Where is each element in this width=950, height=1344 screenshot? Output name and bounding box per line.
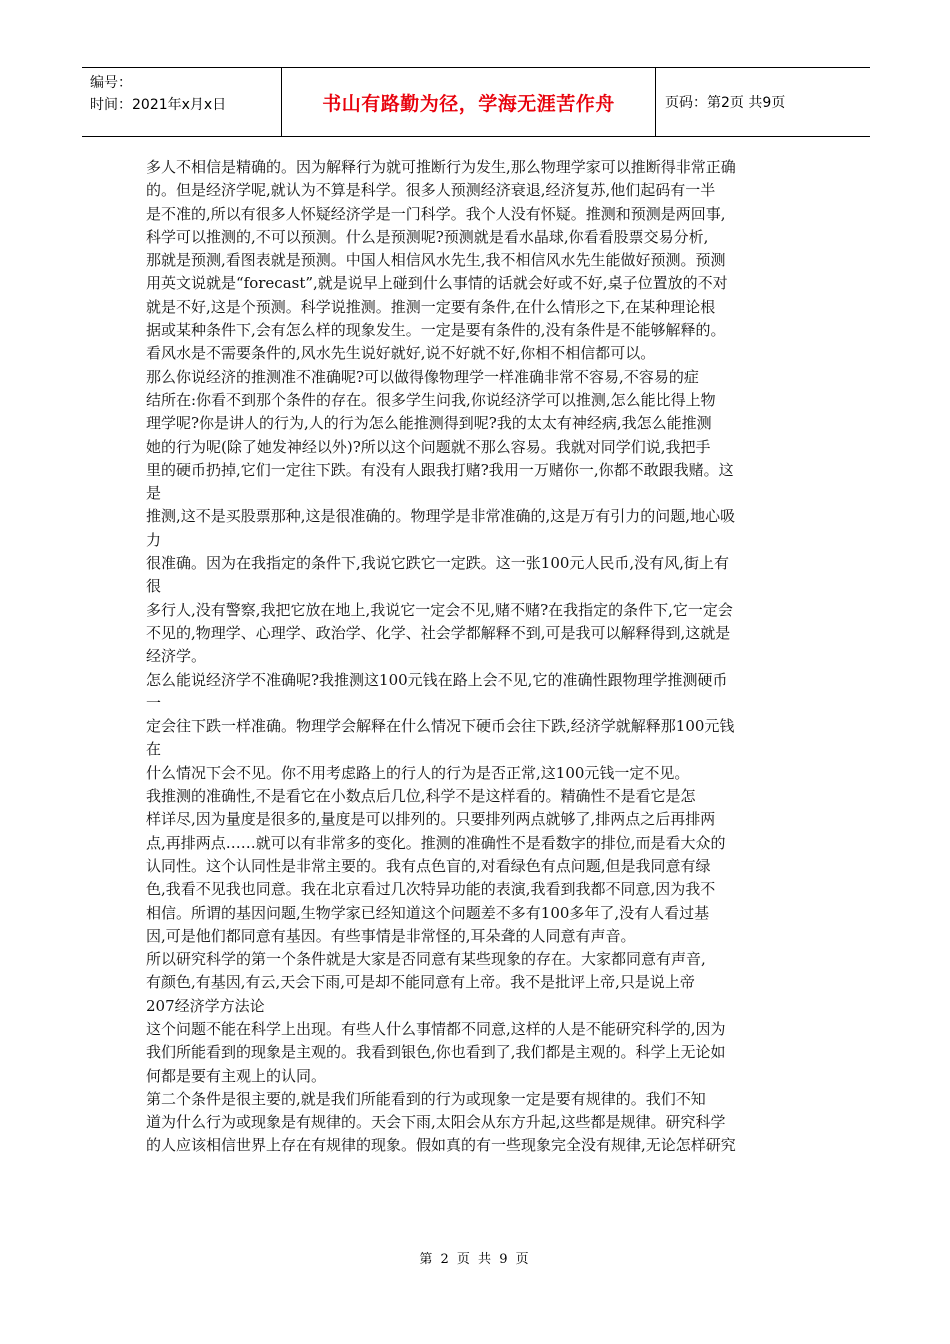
document-body	[146, 156, 816, 1158]
body-line: 推测,这不是买股票那种,这是很准确的。物理学是非常准确的,这是万有引力的问题,地心吸	[146, 507, 736, 526]
body-line: 有颜色,有基因,有云,天会下雨,可是却不能同意有上帝。我不是批评上帝,只是说上帝	[146, 973, 695, 992]
body-line: 定会往下跌一样准确。物理学会解释在什么情况下硬币会往下跌,经济学就解释那100元钱	[146, 717, 735, 736]
body-line: 据或某种条件下,会有怎么样的现象发生。一定是要有条件的,没有条件是不能够解释的。	[146, 321, 726, 340]
body-line: 科学可以推测的,不可以预测。什么是预测呢?预测就是看水晶球,你看看股票交易分析,	[146, 227, 709, 246]
body-line: 多人不相信是精确的。因为解释行为就可推断行为发生,那么物理学家可以推断得非常正确	[146, 158, 736, 176]
body-line: 207经济学方法论	[146, 996, 265, 1015]
body-line: 她的行为呢(除了她发神经以外)?所以这个问题就不那么容易。我就对同学们说,我把手	[146, 437, 711, 456]
code-label: 编号：	[90, 75, 132, 91]
body-line: 样详尽,因为量度是很多的,量度是可以排列的。只要排列两点就够了,排两点之后再排两	[146, 810, 716, 829]
body-line: 第二个条件是很主要的,就是我们所能看到的行为或现象一定是要有规律的。我们不知	[146, 1089, 706, 1108]
date-label: 时间：2021年x月x日	[90, 97, 227, 113]
body-line: 相信。所谓的基因问题,生物学家已经知道这个问题差不多有100多年了,没有人看过基	[146, 903, 710, 922]
body-line: 经济学。	[146, 647, 207, 666]
body-line: 里的硬币扔掉,它们一定往下跌。有没有人跟我打赌?我用一万赌你一,你都不敢跟我赌。这	[146, 460, 734, 479]
body-line: 在	[146, 740, 162, 759]
body-line: 是不准的,所以有很多人怀疑经济学是一门科学。我个人没有怀疑。推测和预测是两回事,	[146, 204, 726, 223]
body-line: 结所在:你看不到那个条件的存在。很多学生问我,你说经济学可以推测,怎么能比得上物	[146, 390, 716, 409]
page-header	[82, 67, 870, 137]
body-line: 我们所能看到的现象是主观的。我看到银色,你也看到了,我们都是主观的。科学上无论如	[146, 1043, 726, 1062]
body-line: 我推测的准确性,不是看它在小数点后几位,科学不是这样看的。精确性不是看它是怎	[146, 787, 696, 806]
body-line: 什么情况下会不见。你不用考虑路上的行人的行为是否正常,这100元钱一定不见。	[146, 763, 690, 782]
body-line: 多行人,没有警察,我把它放在地上,我说它一定会不见,赌不赌?在我指定的条件下,它一定会	[146, 600, 733, 619]
body-line: 很	[146, 577, 162, 596]
body-line: 那么你说经济的推测准不准确呢?可以做得像物理学一样准确非常不容易,不容易的症	[146, 367, 699, 386]
header-motto: 书山有路勤为径，学海无涯苦作舟	[322, 92, 615, 115]
body-line: 那就是预测,看图表就是预测。中国人相信风水先生,我不相信风水先生能做好预测。预测	[146, 251, 726, 270]
body-line: 点,再排两点……就可以有非常多的变化。推测的准确性不是看数字的排位,而是看大众的	[146, 833, 726, 852]
body-line: 道为什么行为或现象是有规律的。天会下雨,太阳会从东方升起,这些都是规律。研究科学	[146, 1113, 726, 1132]
body-line: 很准确。因为在我指定的条件下,我说它跌它一定跌。这一张100元人民币,没有风,街上有	[146, 554, 729, 573]
body-line: 何都是要有主观上的认同。	[146, 1066, 327, 1085]
header-meta	[90, 72, 286, 116]
body-line: 不见的,物理学、心理学、政治学、化学、社会学都解释不到,可是我可以解释得到,这就是	[146, 623, 731, 642]
body-line: 看风水是不需要条件的,风水先生说好就好,说不好就不好,你相不相信都可以。	[146, 344, 656, 363]
header-divider	[655, 68, 656, 136]
body-line: 理学呢?你是讲人的行为,人的行为怎么能推测得到呢?我的太太有神经病,我怎么能推测	[146, 414, 712, 433]
body-line: 因,可是他们都同意有基因。有些事情是非常怪的,耳朵聋的人同意有声音。	[146, 926, 636, 945]
body-line: 的人应该相信世界上存在有规律的现象。假如真的有一些现象完全没有规律,无论怎样研究	[146, 1136, 736, 1155]
body-line: 的。但是经济学呢,就认为不算是科学。很多人预测经济衰退,经济复苏,他们起码有一半	[146, 181, 716, 200]
body-line: 认同性。这个认同性是非常主要的。我有点色盲的,对看绿色有点问题,但是我同意有绿	[146, 856, 711, 875]
body-line: 一	[146, 693, 162, 712]
page-footer: 第 2 页 共 9 页	[419, 1252, 531, 1267]
body-line: 用英文说就是“forecast”,就是说早上碰到什么事情的话就会好或不好,桌子位置放的不对	[146, 274, 728, 293]
body-line: 是	[146, 484, 162, 503]
header-page-info: 页码：第2页 共9页	[665, 95, 786, 111]
body-line: 所以研究科学的第一个条件就是大家是否同意有某些现象的存在。大家都同意有声音,	[146, 950, 706, 969]
body-line: 色,我看不见我也同意。我在北京看过几次特异功能的表演,我看到我都不同意,因为我不	[146, 880, 716, 899]
body-line: 怎么能说经济学不准确呢?我推测这100元钱在路上会不见,它的准确性跟物理学推测硬币	[146, 670, 728, 689]
body-line: 力	[146, 530, 162, 549]
body-line: 这个问题不能在科学上出现。有些人什么事情都不同意,这样的人是不能研究科学的,因为	[146, 1019, 726, 1038]
body-line: 就是不好,这是个预测。科学说推测。推测一定要有条件,在什么情形之下,在某种理论根	[146, 297, 716, 316]
